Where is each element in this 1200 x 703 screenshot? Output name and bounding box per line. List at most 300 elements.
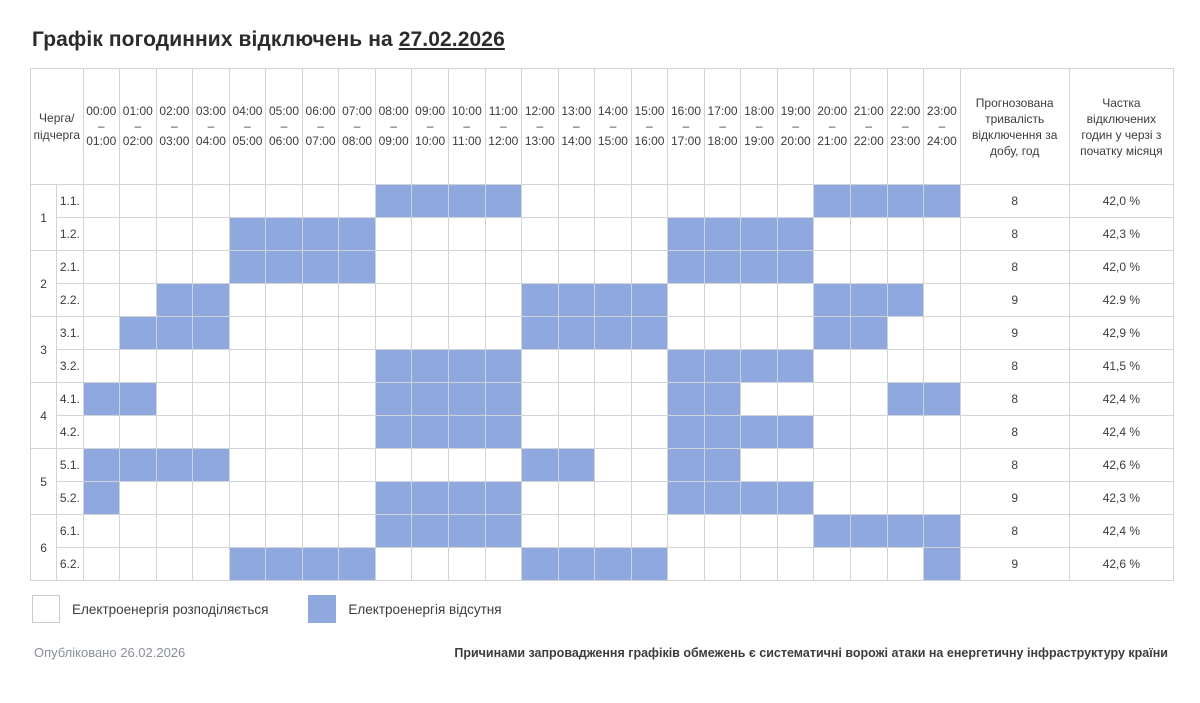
hour-header-bottom-22: 23:00 [890, 134, 921, 148]
hour-cell-off [156, 284, 193, 317]
hour-cell-on [741, 317, 778, 350]
subqueue-cell: 5.1. [57, 449, 83, 482]
hour-cell-on [229, 350, 266, 383]
share-cell: 41,5 % [1069, 350, 1173, 383]
hour-cell-on [814, 548, 851, 581]
hour-cell-off [814, 185, 851, 218]
hour-cell-on [83, 548, 120, 581]
hour-cell-off [229, 251, 266, 284]
hour-header-bottom-18: 19:00 [744, 134, 775, 148]
legend-item-power-on [32, 595, 268, 623]
hour-cell-off [339, 251, 376, 284]
hour-cell-off [485, 350, 522, 383]
hour-header-12 [522, 69, 559, 185]
hour-cell-off [741, 482, 778, 515]
hour-cell-on [924, 284, 961, 317]
hour-cell-on [229, 416, 266, 449]
duration-cell: 8 [960, 251, 1069, 284]
hour-cell-off [448, 350, 485, 383]
hour-cell-on [850, 416, 887, 449]
hour-cell-on [120, 548, 157, 581]
hour-cell-on [595, 185, 632, 218]
hour-cell-on [522, 350, 559, 383]
hour-cell-off [595, 548, 632, 581]
hour-header-dash-12: – [536, 119, 544, 133]
hour-header-11 [485, 69, 522, 185]
hour-header-top-9: 09:00 [415, 104, 446, 118]
hour-cell-on [83, 284, 120, 317]
hour-header-top-6: 06:00 [305, 104, 336, 118]
hour-cell-on [668, 317, 705, 350]
hour-cell-on [924, 482, 961, 515]
hour-cell-on [302, 416, 339, 449]
hour-cell-on [668, 515, 705, 548]
duration-cell: 9 [960, 317, 1069, 350]
hour-header-dash-5: – [280, 119, 288, 133]
share-cell: 42,6 % [1069, 449, 1173, 482]
queue-cell: 6 [31, 515, 57, 581]
hour-header-dash-8: – [390, 119, 397, 133]
hour-cell-on [375, 284, 412, 317]
hour-cell-off [850, 284, 887, 317]
hour-cell-on [558, 251, 595, 284]
hour-cell-off [850, 515, 887, 548]
hour-cell-on [595, 449, 632, 482]
hour-header-top-20: 20:00 [817, 104, 848, 118]
queue-cell: 4 [31, 383, 57, 449]
hour-cell-off [668, 482, 705, 515]
table-row [31, 218, 1174, 251]
hour-cell-on [339, 185, 376, 218]
hour-cell-on [631, 185, 668, 218]
hour-cell-off [522, 548, 559, 581]
hour-cell-off [83, 482, 120, 515]
hour-header-16 [668, 69, 705, 185]
hour-cell-off [229, 548, 266, 581]
hour-cell-off [193, 317, 230, 350]
hour-header-dash-11: – [499, 119, 507, 133]
hour-cell-on [777, 284, 814, 317]
hour-cell-on [485, 284, 522, 317]
hour-cell-on [339, 482, 376, 515]
table-row [31, 515, 1174, 548]
hour-header-dash-13: – [573, 119, 580, 133]
hour-cell-on [339, 383, 376, 416]
hour-cell-on [120, 185, 157, 218]
legend-label-on: Електроенергія розподіляється [72, 601, 269, 617]
hour-cell-off [375, 515, 412, 548]
hour-header-3 [193, 69, 230, 185]
outage-schedule-table [30, 68, 1174, 581]
hour-cell-on [339, 515, 376, 548]
hour-cell-off [412, 482, 449, 515]
duration-cell: 8 [960, 515, 1069, 548]
hour-header-dash-14: – [609, 119, 617, 133]
hour-cell-on [193, 416, 230, 449]
hour-cell-on [522, 383, 559, 416]
duration-cell: 8 [960, 218, 1069, 251]
hour-cell-on [412, 284, 449, 317]
hour-cell-on [193, 218, 230, 251]
hour-cell-on [631, 515, 668, 548]
subqueue-cell: 3.1. [57, 317, 83, 350]
hour-cell-on [924, 350, 961, 383]
share-column-header: Частка відключених годин у черзі з початку місяця [1069, 69, 1173, 185]
hour-cell-off [924, 515, 961, 548]
hour-cell-on [229, 449, 266, 482]
hour-header-bottom-21: 22:00 [853, 134, 884, 148]
legend-label-off: Електроенергія відсутня [348, 601, 502, 617]
duration-cell: 8 [960, 350, 1069, 383]
hour-cell-off [339, 548, 376, 581]
hour-cell-off [595, 284, 632, 317]
hour-cell-off [412, 416, 449, 449]
hour-cell-off [704, 218, 741, 251]
hour-cell-on [850, 548, 887, 581]
hour-cell-on [741, 548, 778, 581]
hour-cell-on [156, 383, 193, 416]
subqueue-cell: 2.1. [57, 251, 83, 284]
legend-item-power-off [308, 595, 501, 623]
hour-header-dash-23: – [938, 119, 946, 133]
hour-cell-on [412, 548, 449, 581]
queue-column-header: Черга/ підчерга [31, 69, 84, 185]
hour-header-9 [412, 69, 449, 185]
hour-cell-on [595, 350, 632, 383]
hour-header-top-17: 17:00 [707, 104, 738, 118]
hour-cell-on [120, 251, 157, 284]
hour-cell-on [887, 548, 924, 581]
hour-cell-on [850, 350, 887, 383]
hour-cell-off [704, 350, 741, 383]
table-row [31, 284, 1174, 317]
hour-header-dash-10: – [463, 119, 471, 133]
queue-cell: 1 [31, 185, 57, 251]
subqueue-cell: 4.2. [57, 416, 83, 449]
hour-cell-off [448, 482, 485, 515]
hour-cell-on [558, 416, 595, 449]
hour-header-bottom-10: 11:00 [452, 134, 482, 148]
hour-header-dash-22: – [901, 119, 909, 133]
hour-cell-on [193, 185, 230, 218]
hour-header-dash-21: – [865, 119, 873, 133]
hour-cell-on [266, 317, 303, 350]
subqueue-cell: 1.2. [57, 218, 83, 251]
hour-cell-off [631, 284, 668, 317]
hour-cell-on [83, 515, 120, 548]
hour-cell-on [558, 350, 595, 383]
table-row [31, 251, 1174, 284]
hour-cell-off [704, 251, 741, 284]
hour-cell-on [741, 449, 778, 482]
hour-header-dash-18: – [755, 119, 763, 133]
duration-cell: 8 [960, 383, 1069, 416]
hour-cell-off [193, 284, 230, 317]
hour-cell-on [924, 449, 961, 482]
hour-cell-off [777, 218, 814, 251]
hour-cell-on [193, 383, 230, 416]
hour-cell-off [814, 317, 851, 350]
hour-cell-on [120, 350, 157, 383]
hour-header-dash-20: – [828, 119, 836, 133]
hour-header-bottom-6: 07:00 [305, 134, 336, 148]
hour-header-bottom-8: 09:00 [378, 134, 409, 148]
legend-swatch-off-icon [308, 595, 336, 623]
hour-cell-on [229, 515, 266, 548]
duration-cell: 8 [960, 449, 1069, 482]
hour-header-15 [631, 69, 668, 185]
hour-cell-on [887, 482, 924, 515]
hour-cell-on [887, 416, 924, 449]
hour-header-dash-7: – [353, 119, 361, 133]
hour-header-dash-2: – [171, 119, 178, 133]
duration-cell: 9 [960, 284, 1069, 317]
subqueue-cell: 4.1. [57, 383, 83, 416]
page-title-prefix: Графік погодинних відключень на [32, 28, 399, 51]
hour-cell-on [156, 218, 193, 251]
hour-cell-on [448, 251, 485, 284]
hour-cell-off [302, 218, 339, 251]
hour-header-dash-4: – [244, 119, 251, 133]
hour-cell-on [777, 548, 814, 581]
share-cell: 42,6 % [1069, 548, 1173, 581]
share-cell: 42,4 % [1069, 416, 1173, 449]
hour-cell-on [887, 218, 924, 251]
hour-header-bottom-11: 12:00 [488, 134, 519, 148]
hour-cell-on [83, 350, 120, 383]
hour-cell-on [522, 251, 559, 284]
page-title-date: 27.02.2026 [398, 28, 505, 51]
hour-cell-off [156, 449, 193, 482]
hour-cell-on [485, 317, 522, 350]
hour-cell-off [558, 449, 595, 482]
hour-cell-on [193, 350, 230, 383]
hour-cell-on [850, 251, 887, 284]
hour-cell-on [522, 416, 559, 449]
hour-cell-on [850, 218, 887, 251]
hour-cell-on [302, 185, 339, 218]
hour-header-top-5: 05:00 [268, 104, 300, 118]
hour-cell-on [522, 185, 559, 218]
share-cell: 42.9 % [1069, 284, 1173, 317]
hour-header-top-23: 23:00 [926, 104, 957, 118]
hour-cell-on [741, 284, 778, 317]
hour-cell-on [302, 482, 339, 515]
hour-cell-on [339, 350, 376, 383]
hour-header-top-18: 18:00 [744, 104, 775, 118]
hour-header-dash-17: – [719, 119, 726, 133]
hour-cell-off [120, 383, 157, 416]
hour-cell-on [595, 251, 632, 284]
hour-cell-on [448, 449, 485, 482]
hour-cell-on [339, 449, 376, 482]
hour-cell-on [266, 350, 303, 383]
share-cell: 42,0 % [1069, 251, 1173, 284]
hour-cell-on [887, 449, 924, 482]
queue-cell: 3 [31, 317, 57, 383]
hour-cell-on [83, 185, 120, 218]
hour-cell-off [887, 284, 924, 317]
hour-cell-off [522, 449, 559, 482]
hour-cell-off [777, 350, 814, 383]
hour-cell-on [120, 416, 157, 449]
table-row [31, 383, 1174, 416]
hour-cell-on [193, 482, 230, 515]
published-date: Опубліковано 26.02.2026 [34, 645, 186, 660]
hour-header-0 [83, 69, 120, 185]
hour-cell-off [668, 416, 705, 449]
hour-cell-on [229, 284, 266, 317]
hour-header-bottom-19: 20:00 [780, 134, 811, 148]
hour-cell-on [156, 548, 193, 581]
hour-cell-on [193, 515, 230, 548]
hour-cell-off [741, 350, 778, 383]
hour-cell-off [229, 218, 266, 251]
hour-header-6 [302, 69, 339, 185]
hour-header-dash-19: – [792, 119, 799, 133]
hour-header-bottom-5: 06:00 [268, 134, 300, 148]
hour-cell-on [266, 515, 303, 548]
hour-header-top-3: 03:00 [195, 104, 226, 118]
hour-cell-off [924, 383, 961, 416]
hour-cell-on [631, 482, 668, 515]
hour-cell-on [814, 350, 851, 383]
hour-cell-off [120, 449, 157, 482]
hour-cell-on [704, 515, 741, 548]
hour-cell-off [83, 449, 120, 482]
hour-cell-off [595, 317, 632, 350]
hour-cell-on [302, 350, 339, 383]
hour-cell-off [741, 251, 778, 284]
hour-cell-on [631, 251, 668, 284]
subqueue-cell: 6.2. [57, 548, 83, 581]
hour-cell-on [156, 350, 193, 383]
hour-cell-off [704, 449, 741, 482]
hour-cell-on [924, 251, 961, 284]
hour-header-bottom-1: 02:00 [122, 134, 153, 148]
hour-cell-on [302, 383, 339, 416]
hour-cell-on [375, 548, 412, 581]
table-row [31, 185, 1174, 218]
hour-cell-on [814, 416, 851, 449]
hour-cell-off [448, 383, 485, 416]
hour-cell-on [631, 383, 668, 416]
hour-cell-on [339, 416, 376, 449]
hour-cell-off [668, 251, 705, 284]
duration-cell: 8 [960, 185, 1069, 218]
hour-cell-on [631, 416, 668, 449]
hour-cell-off [412, 383, 449, 416]
hour-cell-on [229, 185, 266, 218]
hour-cell-off [777, 251, 814, 284]
hour-header-bottom-4: 05:00 [232, 134, 263, 148]
hour-cell-on [814, 383, 851, 416]
hour-cell-off [704, 482, 741, 515]
hour-cell-off [522, 317, 559, 350]
hour-cell-off [448, 185, 485, 218]
table-row [31, 449, 1174, 482]
footer-note: Причинами запровадження графіків обмежень є систематичні ворожі атаки на енергетичну інфраструктуру країни [454, 646, 1168, 660]
footer [28, 645, 1172, 660]
hour-cell-on [704, 317, 741, 350]
hour-cell-on [448, 317, 485, 350]
hour-header-8 [375, 69, 412, 185]
queue-cell: 5 [31, 449, 57, 515]
hour-header-top-16: 16:00 [671, 104, 702, 118]
hour-header-top-21: 21:00 [853, 104, 884, 118]
hour-cell-on [193, 251, 230, 284]
hour-header-10 [448, 69, 485, 185]
hour-header-bottom-15: 16:00 [634, 134, 665, 148]
hour-cell-on [229, 383, 266, 416]
hour-header-14 [595, 69, 632, 185]
hour-cell-on [595, 218, 632, 251]
hour-cell-on [704, 548, 741, 581]
subqueue-cell: 1.1. [57, 185, 83, 218]
hour-header-dash-1: – [134, 119, 142, 133]
table-row [31, 350, 1174, 383]
hour-cell-on [120, 515, 157, 548]
hour-cell-on [448, 548, 485, 581]
legend-swatch-on-icon [32, 595, 60, 623]
hour-header-bottom-2: 03:00 [159, 134, 190, 148]
hour-cell-on [485, 218, 522, 251]
hour-cell-on [412, 251, 449, 284]
hour-header-1 [120, 69, 157, 185]
hour-cell-off [704, 383, 741, 416]
hour-cell-on [266, 416, 303, 449]
hour-cell-on [850, 482, 887, 515]
hour-cell-off [668, 449, 705, 482]
hour-header-top-15: 15:00 [634, 104, 665, 118]
hour-cell-off [704, 416, 741, 449]
table-row [31, 416, 1174, 449]
hour-cell-on [668, 284, 705, 317]
hour-header-dash-9: – [426, 119, 434, 133]
hour-header-dash-3: – [207, 119, 215, 133]
hour-cell-on [777, 185, 814, 218]
hour-cell-off [156, 317, 193, 350]
duration-column-header: Прогнозована тривалість відключення за добу, год [960, 69, 1069, 185]
hour-cell-off [375, 185, 412, 218]
hour-cell-on [522, 218, 559, 251]
hour-header-top-14: 14:00 [597, 104, 628, 118]
hour-cell-on [120, 218, 157, 251]
hour-cell-off [668, 383, 705, 416]
hour-cell-on [156, 251, 193, 284]
duration-cell: 8 [960, 416, 1069, 449]
duration-cell: 9 [960, 482, 1069, 515]
hour-cell-off [558, 548, 595, 581]
share-cell: 42,3 % [1069, 482, 1173, 515]
subqueue-cell: 5.2. [57, 482, 83, 515]
hour-header-22 [887, 69, 924, 185]
hour-header-top-7: 07:00 [342, 104, 373, 118]
hour-cell-on [777, 383, 814, 416]
hour-cell-on [777, 515, 814, 548]
hour-cell-on [741, 383, 778, 416]
hour-cell-on [83, 251, 120, 284]
hour-cell-on [595, 416, 632, 449]
hour-header-top-22: 22:00 [890, 104, 921, 118]
hour-cell-off [850, 185, 887, 218]
hour-header-top-2: 02:00 [159, 104, 190, 118]
hour-cell-on [522, 482, 559, 515]
hour-header-bottom-16: 17:00 [671, 134, 702, 148]
hour-cell-on [339, 284, 376, 317]
hour-cell-on [887, 350, 924, 383]
hour-header-2 [156, 69, 193, 185]
